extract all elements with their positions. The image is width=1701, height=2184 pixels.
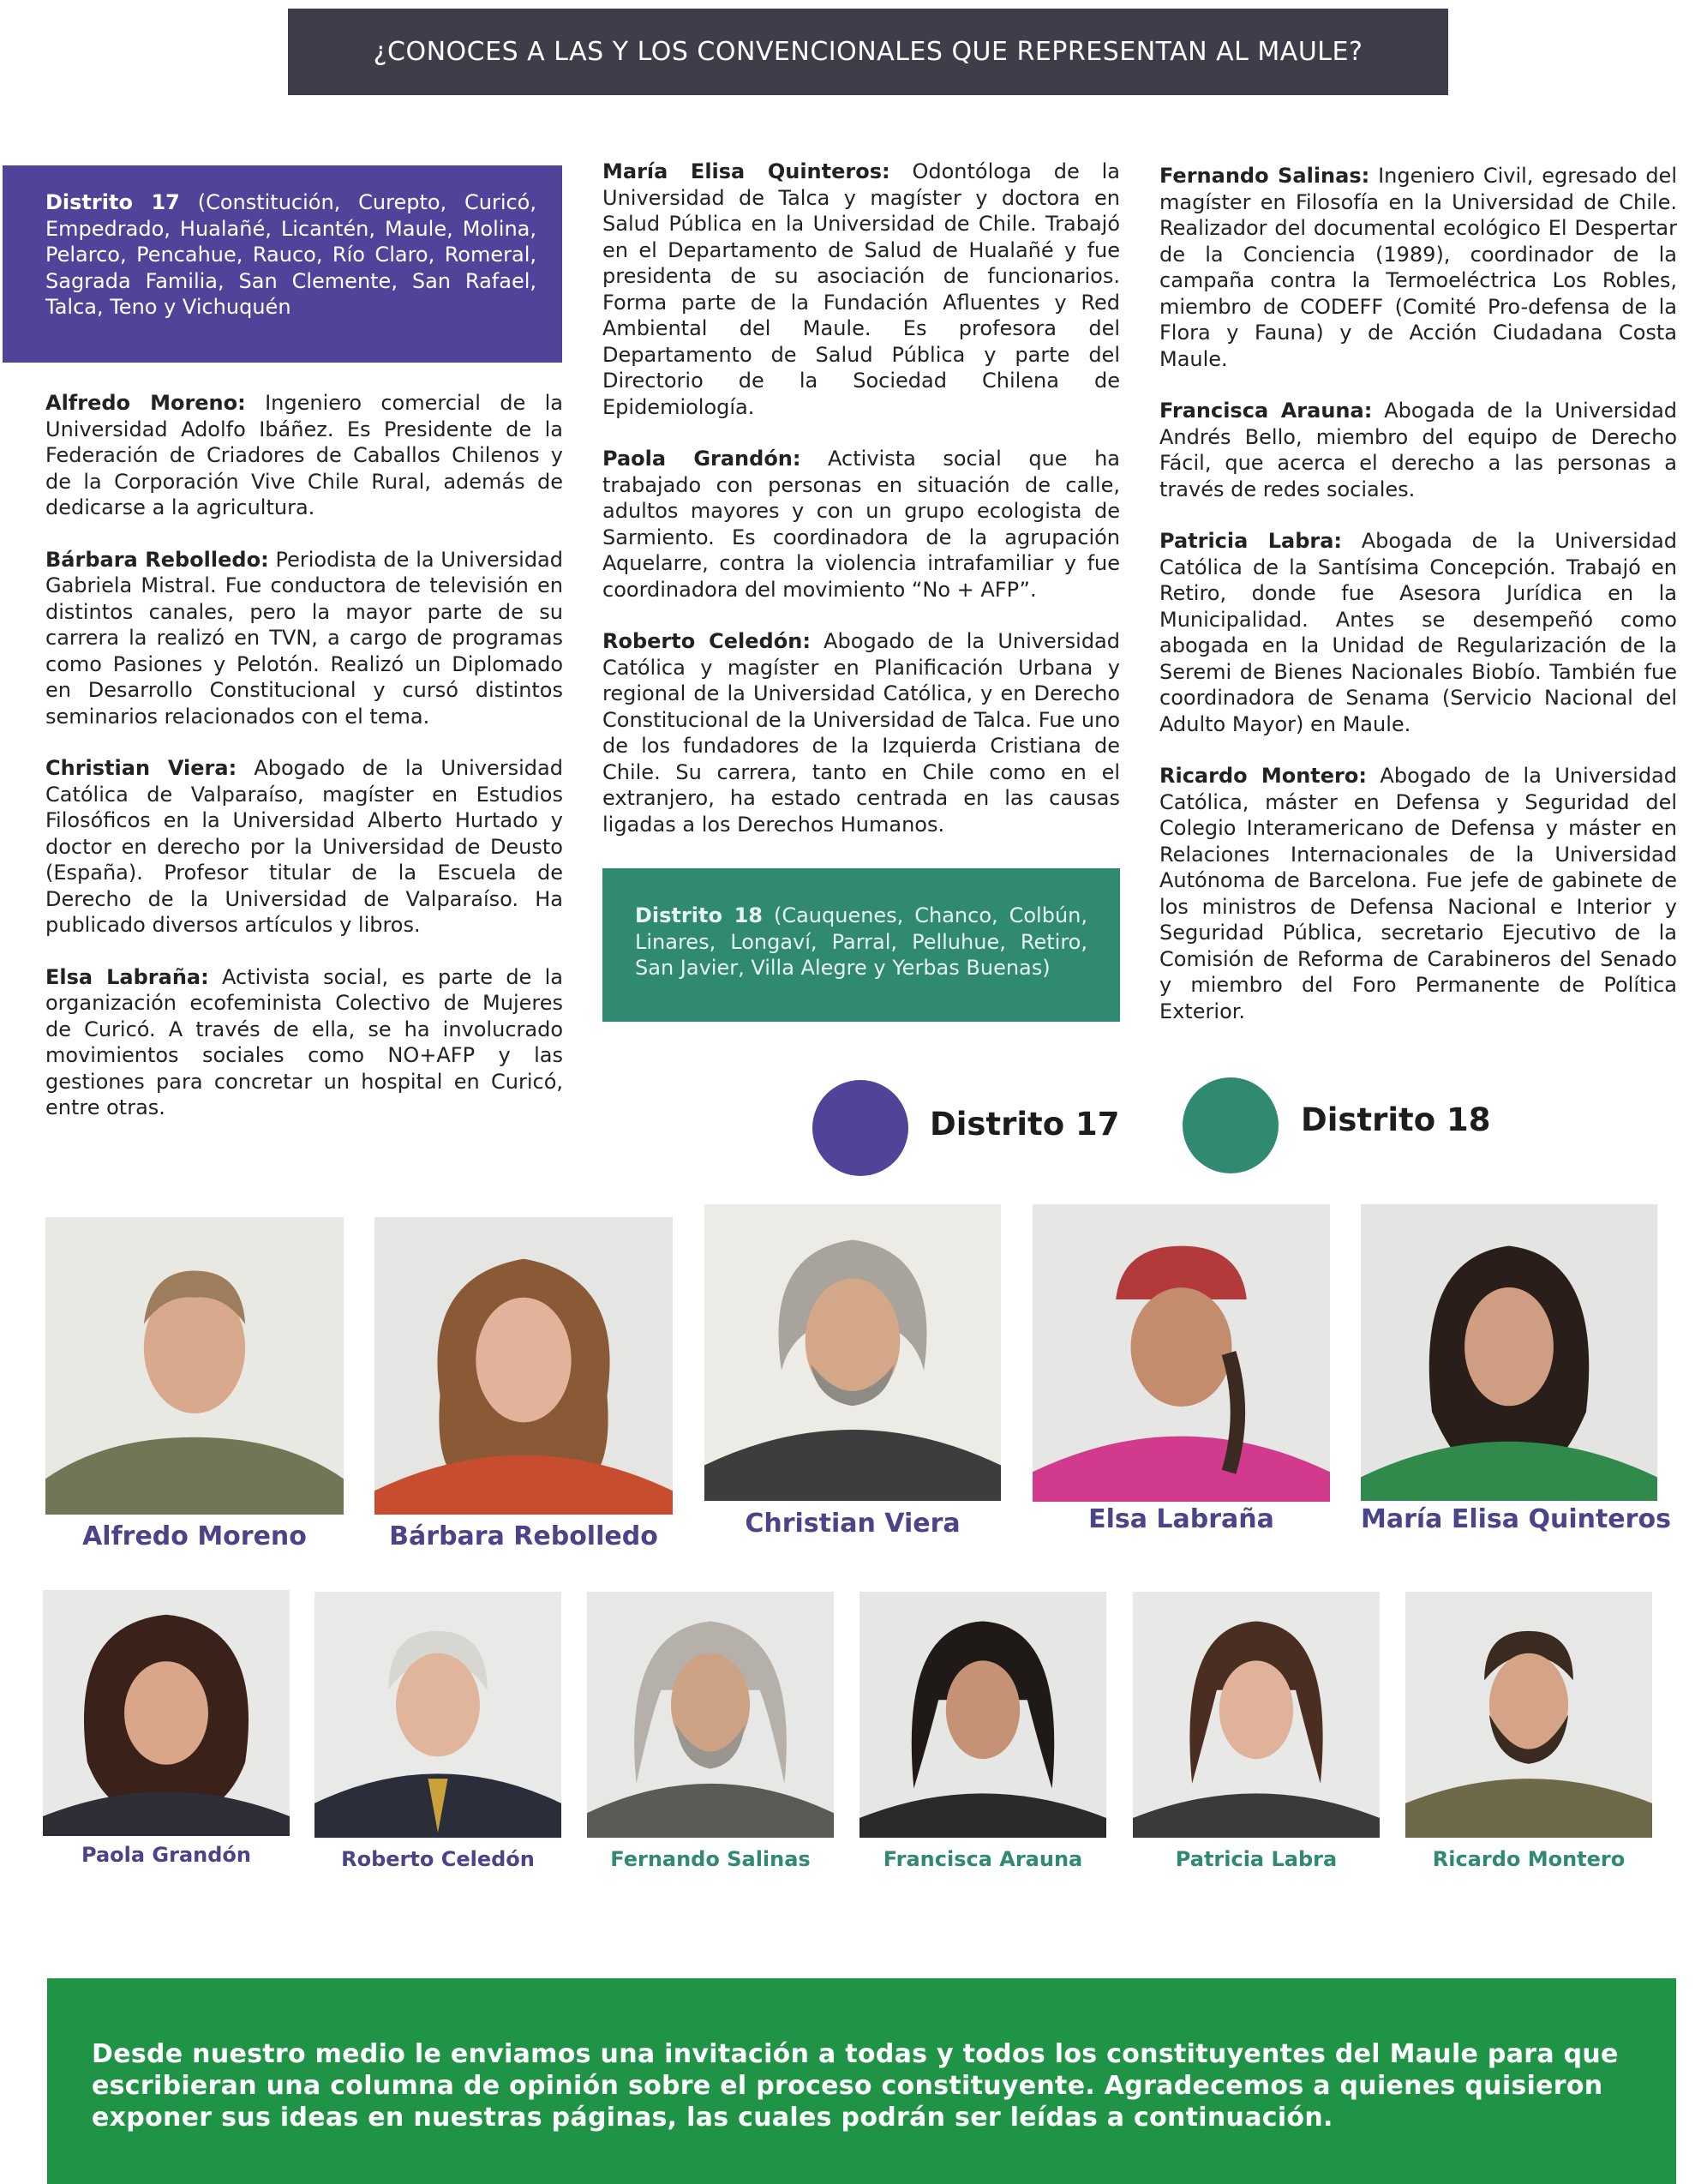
bio-name: Christian Viera: bbox=[45, 756, 237, 780]
page-title: ¿CONOCES A LAS Y LOS CONVENCIONALES QUE REPRESENTAN AL MAULE? bbox=[288, 9, 1448, 95]
portrait-fernando-salinas bbox=[587, 1592, 834, 1838]
bio-name: Patricia Labra: bbox=[1159, 529, 1343, 553]
bio-name: Roberto Celedón: bbox=[602, 629, 811, 653]
bio-text: Activista social que ha trabajado con personas en situación de calle, adultos mayores y con un grupo ecologista de Sarmiento. Es coordinadora de la agrupación Aquelarre, contra la violencia intrafamiliar y fue coordinadora del movimiento “No + AFP”. bbox=[602, 447, 1120, 602]
portrait-elsa-labrana bbox=[1033, 1204, 1330, 1502]
bio-name: María Elisa Quinteros: bbox=[602, 159, 890, 183]
invitation-text: Desde nuestro medio le enviamos una invitación a todas y todos los constituyentes del Maule para que escribieran una columna de opinión sobre el proceso constituyente. Agradecemos a quienes quisieron exponer sus ideas en nuestras páginas, las cuales podrán ser leídas a continuación. bbox=[92, 2039, 1619, 2133]
portrait-caption-maria-elisa-quinteros: María Elisa Quinteros bbox=[1361, 1504, 1671, 1534]
legend-dot-district-17 bbox=[812, 1080, 908, 1176]
bio-text: Abogada de la Universidad Andrés Bello, miembro del equipo de Derecho Fácil, que acerca el derecho a las personas a través de redes sociales. bbox=[1159, 399, 1678, 501]
portrait-francisca-arauna bbox=[859, 1592, 1106, 1838]
portrait-caption-elsa-labrana: Elsa Labraña bbox=[1088, 1504, 1274, 1534]
portrait-caption-patricia-labra: Patricia Labra bbox=[1175, 1847, 1338, 1871]
portrait-ricardo-montero bbox=[1405, 1592, 1652, 1838]
legend-label-district-17: Distrito 17 bbox=[930, 1106, 1120, 1143]
portrait-caption-paola-grandon: Paola Grandón bbox=[81, 1843, 251, 1867]
portrait-caption-francisca-arauna: Francisca Arauna bbox=[883, 1847, 1083, 1871]
portrait-caption-fernando-salinas: Fernando Salinas bbox=[610, 1847, 811, 1871]
portrait-caption-ricardo-montero: Ricardo Montero bbox=[1432, 1847, 1626, 1871]
bio-name: Alfredo Moreno: bbox=[45, 391, 246, 415]
portrait-paola-grandon bbox=[43, 1590, 290, 1836]
bio-christian-viera bbox=[45, 755, 563, 939]
portrait-patricia-labra bbox=[1133, 1592, 1380, 1838]
bio-name: Fernando Salinas: bbox=[1159, 164, 1370, 188]
bio-text: Periodista de la Universidad Gabriela Mistral. Fue conductora de televisión en distintos canales, pero la mayor parte de su carrera la realizó en TVN, a cargo de programas como Pasiones y Pelotón. Realizó un Diplomado en Desarrollo Constitucional y cursó distintos seminarios relacionados con el tema. bbox=[45, 547, 563, 729]
bio-text: Abogada de la Universidad Católica de la Santísima Concepción. Trabajó en Retiro, donde fue Asesora Jurídica en la Municipalidad. Antes se desempeñó como abogada en la Unidad de Regularización de la Seremi de Bienes Nacionales Biobío. También fue coordinadora de Senama (Servicio Nacional del Adulto Mayor) en Maule. bbox=[1159, 529, 1677, 736]
bio-alfredo-moreno bbox=[45, 390, 563, 521]
portrait-barbara-rebolledo bbox=[374, 1217, 673, 1515]
bio-francisca-arauna bbox=[1159, 398, 1677, 502]
bio-text: Abogado de la Universidad Católica y magíster en Planificación Urbana y regional de la Universidad Católica, y en Derecho Constitucional de la Universidad de Talca. Fue uno de los fundadores de la Izquierda Cristiana de Chile. Su carrera, tanto en Chile como en el extranjero, ha estado centrada en las causas ligadas a los Derechos Humanos. bbox=[602, 629, 1120, 837]
portrait-alfredo-moreno bbox=[45, 1217, 344, 1515]
bio-text: Odontóloga de la Universidad de Talca y magíster y doctora en Salud Pública en la Universidad de Chile. Trabajó en el Departamento de Salud de Hualañé y fue presidenta de su asociación de funcionarios. Forma parte de la Fundación Afluentes y Red Ambiental del Maule. Es profesora del Departamento de Salud Pública y parte del Directorio de la Sociedad Chilena de Epidemiología. bbox=[602, 159, 1120, 419]
bio-text: Ingeniero Civil, egresado del magíster en Filosofía en la Universidad de Chile. Realizador del documental ecológico El Despertar de la Conciencia (1989), coordinador de la campaña contra la Termoeléctrica Los Robles, miembro de CODEFF (Comité Pro-defensa de la Flora y Fauna) y de Acción Ciudadana Costa Maule. bbox=[1159, 164, 1677, 371]
portrait-caption-christian-viera: Christian Viera bbox=[745, 1509, 961, 1539]
portrait-caption-barbara-rebolledo: Bárbara Rebolledo bbox=[389, 1521, 658, 1551]
bio-name: Elsa Labraña: bbox=[45, 964, 209, 989]
bio-ricardo-montero bbox=[1159, 763, 1677, 1024]
column-3 bbox=[1159, 163, 1677, 1050]
bio-barbara-rebolledo bbox=[45, 547, 563, 730]
bio-text: Ingeniero comercial de la Universidad Adolfo Ibáñez. Es Presidente de la Federación de Criadores de Caballos Chilenos y de la Corporación Vive Chile Rural, además de dedicarse a la agricultura. bbox=[45, 391, 563, 519]
district-17-communes: (Constitución, Curepto, Curicó, Empedrado, Hualañé, Licantén, Maule, Molina, Pelarco, Pencahue, Rauco, Río Claro, Romeral, Sagrada Familia, San Clemente, San Rafael, Talca, Teno y Vichuquén bbox=[45, 190, 536, 319]
portrait-maria-elisa-quinteros bbox=[1361, 1204, 1657, 1501]
bio-roberto-celedon bbox=[602, 628, 1120, 837]
district-18-box bbox=[602, 868, 1120, 1022]
legend-label-district-18: Distrito 18 bbox=[1301, 1101, 1491, 1138]
column-2 bbox=[602, 159, 1120, 863]
bio-maria-elisa-quinteros bbox=[602, 159, 1120, 420]
bio-name: Paola Grandón: bbox=[602, 447, 801, 471]
district-18-communes: (Cauquenes, Chanco, Colbún, Linares, Longaví, Parral, Pelluhue, Retiro, San Javier, Villa Alegre y Yerbas Buenas) bbox=[635, 903, 1087, 980]
district-17-label: Distrito 17 bbox=[45, 190, 180, 214]
legend-dot-district-18 bbox=[1183, 1077, 1279, 1173]
bio-paola-grandon bbox=[602, 446, 1120, 603]
bio-fernando-salinas bbox=[1159, 163, 1677, 372]
bio-text: Abogado de la Universidad Católica de Valparaíso, magíster en Estudios Filosóficos en la Universidad Alberto Hurtado y doctor en derecho por la Universidad de Deusto (España). Profesor titular de la Escuela de Derecho de la Universidad de Valparaíso. Ha publicado diversos artículos y libros. bbox=[45, 756, 563, 937]
bio-patricia-labra bbox=[1159, 528, 1677, 737]
bio-text: Abogado de la Universidad Católica, máster en Defensa y Seguridad del Colegio Interamericano de Defensa y máster en Relaciones Internacionales de la Universidad Autónoma de Barcelona. Fue jefe de gabinete de los ministros de Defensa Nacional e Interior y Seguridad Pública, secretario Ejecutivo de la Comisión de Reforma de Carabineros del Senado y miembro del Foro Permanente de Política Exterior. bbox=[1159, 764, 1677, 1023]
invitation-banner bbox=[47, 1978, 1676, 2184]
column-1 bbox=[45, 390, 563, 1147]
bio-elsa-labrana bbox=[45, 964, 563, 1121]
portrait-caption-alfredo-moreno: Alfredo Moreno bbox=[82, 1521, 307, 1551]
portrait-caption-roberto-celedon: Roberto Celedón bbox=[341, 1847, 535, 1871]
district-18-label: Distrito 18 bbox=[635, 903, 763, 927]
bio-name: Francisca Arauna: bbox=[1159, 399, 1373, 423]
portrait-roberto-celedon bbox=[314, 1592, 561, 1838]
bio-text: Activista social, es parte de la organización ecofeminista Colectivo de Mujeres de Curicó. A través de ella, se ha involucrado movimientos sociales como NO+AFP y las gestiones para concretar un hospital en Curicó, entre otras. bbox=[45, 964, 563, 1119]
portrait-christian-viera bbox=[704, 1204, 1001, 1501]
district-17-box bbox=[3, 165, 562, 363]
bio-name: Bárbara Rebolledo: bbox=[45, 547, 269, 572]
bio-name: Ricardo Montero: bbox=[1159, 764, 1367, 788]
